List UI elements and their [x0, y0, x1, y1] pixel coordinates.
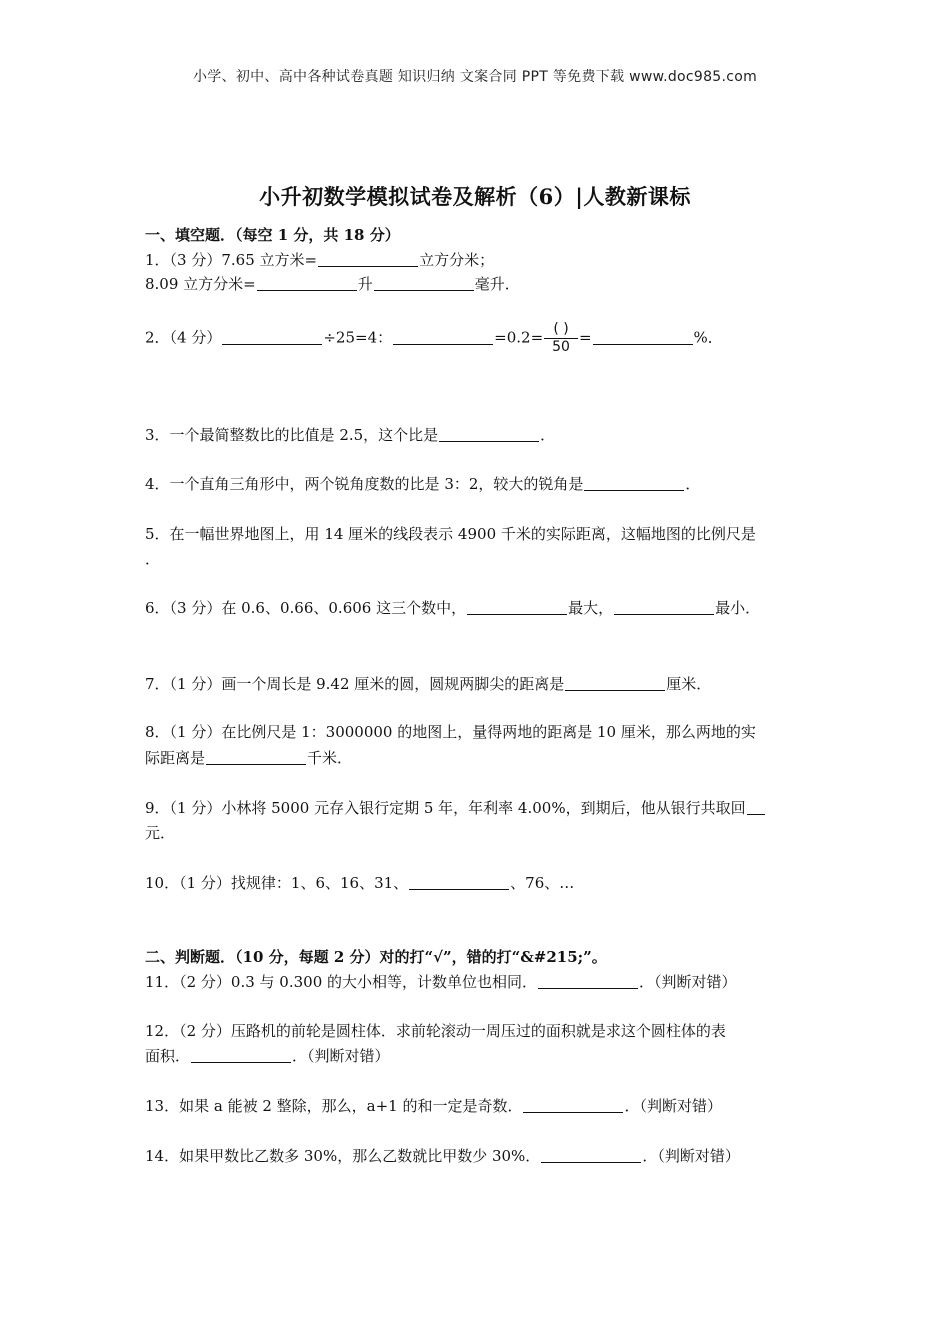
- question-9-line-2: 元．: [145, 824, 176, 842]
- fraction-denominator: 50: [552, 339, 570, 355]
- question-5-line-2: ．: [145, 550, 161, 568]
- q6-text-a: 6．（3 分）在 0.6、0.66、0.606 这三个数中，: [145, 599, 467, 617]
- question-12-line-2: [145, 1045, 390, 1066]
- q6-text-c: 最小．: [715, 599, 761, 617]
- answer-blank[interactable]: [747, 813, 765, 815]
- question-8-line-2: [145, 747, 352, 768]
- q1-text-d: 升: [357, 275, 373, 293]
- q14-text-a: 14．如果甲数比乙数多 30%，那么乙数就比甲数少 30%．: [145, 1147, 541, 1165]
- question-7: [145, 673, 711, 694]
- answer-blank[interactable]: [584, 489, 684, 491]
- q12-text-b: 面积．: [145, 1047, 191, 1065]
- section2-heading: 二、判断题．（10 分，每题 2 分）对的打“√”，错的打“&#215;”。: [145, 948, 607, 966]
- q4-text-b: ．: [685, 475, 701, 493]
- q1-text-e: 毫升．: [474, 275, 520, 293]
- question-13: [145, 1095, 722, 1116]
- question-1-line-2: [145, 273, 520, 294]
- page-header: 小学、初中、高中各种试卷真题 知识归纳 文案合同 PPT 等免费下载 www.doc985.com: [192, 69, 758, 85]
- answer-blank[interactable]: [467, 613, 567, 615]
- q2-text-e: %．: [693, 328, 723, 347]
- answer-blank[interactable]: [439, 440, 539, 442]
- q12-text-c: ．（判断对错）: [292, 1047, 390, 1065]
- question-8-line-1: 8．（1 分）在比例尺是 1：3000000 的地图上，量得两地的距离是 10 厘米，那么两地的实: [145, 723, 756, 741]
- q2-text-a: 2．（4 分）: [145, 328, 222, 347]
- question-9-line-1: [145, 797, 766, 818]
- q8-text-b: 际距离是: [145, 749, 206, 767]
- q13-text-b: ．（判断对错）: [624, 1097, 722, 1115]
- answer-blank[interactable]: [541, 1161, 641, 1163]
- q1-text-b: 立方分米；: [419, 251, 495, 269]
- answer-blank[interactable]: [409, 888, 509, 890]
- page-title: 小升初数学模拟试卷及解析（6）|人教新课标: [259, 184, 691, 209]
- answer-blank[interactable]: [393, 343, 493, 345]
- answer-blank[interactable]: [222, 343, 322, 345]
- q3-text-a: 3．一个最简整数比的比值是 2.5，这个比是: [145, 426, 439, 444]
- question-6: [145, 597, 760, 618]
- q11-text-b: ．（判断对错）: [639, 973, 737, 991]
- question-2: [145, 321, 723, 356]
- q10-text-a: 10．（1 分）找规律：1、6、16、31、: [145, 874, 409, 892]
- question-14: [145, 1145, 740, 1166]
- q14-text-b: ．（判断对错）: [642, 1147, 740, 1165]
- answer-blank[interactable]: [565, 689, 665, 691]
- question-12-line-1: 12．（2 分）压路机的前轮是圆柱体．求前轮滚动一周压过的面积就是求这个圆柱体的表: [145, 1022, 726, 1040]
- question-3: [145, 424, 555, 445]
- q7-text-a: 7．（1 分）画一个周长是 9.42 厘米的圆，圆规两脚尖的距离是: [145, 675, 565, 693]
- section1-heading: 一、填空题．（每空 1 分，共 18 分）: [145, 226, 400, 244]
- q2-text-d: =: [578, 328, 592, 347]
- q13-text-a: 13．如果 a 能被 2 整除，那么，a+1 的和一定是奇数．: [145, 1097, 523, 1115]
- q2-text-b: ÷25=4：: [323, 328, 393, 347]
- q6-text-b: 最大，: [568, 599, 614, 617]
- question-5-line-1: 5．在一幅世界地图上，用 14 厘米的线段表示 4900 千米的实际距离，这幅地图的比例尺是: [145, 525, 756, 543]
- answer-blank[interactable]: [318, 265, 418, 267]
- q9-text-a: 9．（1 分）小林将 5000 元存入银行定期 5 年，年利率 4.00%，到期后，他从银行共取回: [145, 799, 746, 817]
- q11-text-a: 11．（2 分）0.3 与 0.300 的大小相等，计数单位也相同．: [145, 973, 538, 991]
- question-4: [145, 473, 700, 494]
- answer-blank[interactable]: [523, 1111, 623, 1113]
- fraction-numerator: ( ): [544, 321, 578, 339]
- q7-text-b: 厘米．: [666, 675, 712, 693]
- fraction: [544, 321, 578, 356]
- q2-text-c: =0.2=: [494, 328, 544, 347]
- answer-blank[interactable]: [191, 1061, 291, 1063]
- answer-blank[interactable]: [257, 289, 357, 291]
- answer-blank[interactable]: [614, 613, 714, 615]
- q10-text-b: 、76、…: [510, 874, 575, 892]
- answer-blank[interactable]: [593, 343, 693, 345]
- answer-blank[interactable]: [538, 987, 638, 989]
- question-1-line-1: [145, 249, 494, 270]
- question-10: [145, 872, 574, 893]
- q1-text-c: 8.09 立方分米=: [145, 275, 256, 293]
- answer-blank[interactable]: [374, 289, 474, 291]
- q3-text-b: ．: [540, 426, 556, 444]
- q8-text-c: 千米．: [307, 749, 353, 767]
- question-11: [145, 971, 737, 992]
- q4-text-a: 4．一个直角三角形中，两个锐角度数的比是 3：2，较大的锐角是: [145, 475, 584, 493]
- q1-text-a: 1．（3 分）7.65 立方米=: [145, 251, 318, 269]
- answer-blank[interactable]: [206, 763, 306, 765]
